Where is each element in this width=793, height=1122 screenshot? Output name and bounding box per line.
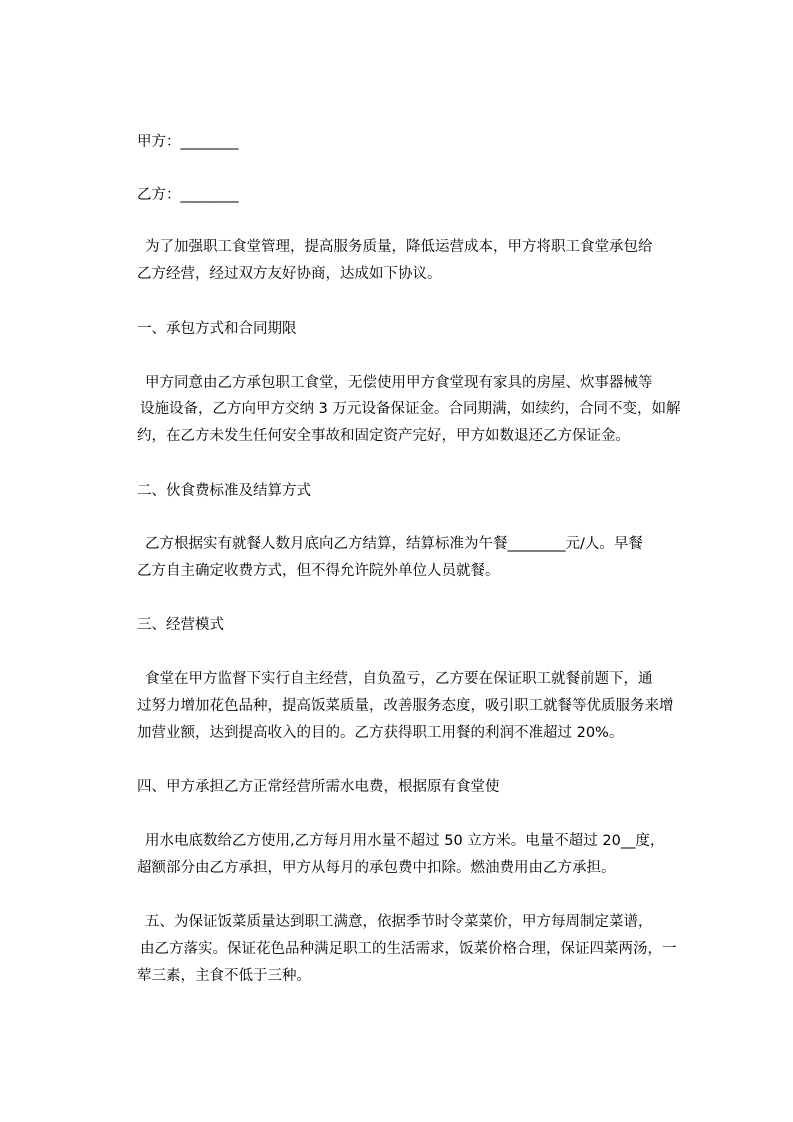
section-4-line: 用水电底数给乙方使用,乙方每月用水量不超过 50 立方米。电量不超过 20__度， (145, 833, 665, 849)
section-4-heading: 四、甲方承担乙方正常经营所需水电费，根据原有食堂使 (137, 779, 500, 795)
party-a-line: 甲方：________ (137, 134, 239, 150)
intro-line: 为了加强职工食堂管理，提高服务质量，降低运营成本，甲方将职工食堂承包给 (145, 239, 653, 255)
section-3-line: 食堂在甲方监督下实行自主经营，自负盈亏，乙方要在保证职工就餐前题下，通 (145, 671, 653, 687)
section-4-line: 超额部分由乙方承担，甲方从每月的承包费中扣除。燃油费用由乙方承担。 (137, 860, 616, 876)
section-1-line: 约，在乙方未发生任何安全事故和固定资产完好，甲方如数退还乙方保证金。 (137, 428, 630, 444)
intro-line: 乙方经营，经过双方友好协商，达成如下协议。 (137, 266, 442, 282)
section-1-heading: 一、承包方式和合同期限 (137, 321, 297, 337)
party-b-line: 乙方：________ (137, 187, 239, 203)
section-1-line: 甲方同意由乙方承包职工食堂，无偿使用甲方食堂现有家具的房屋、炊事器械等 (145, 375, 653, 391)
section-3-line: 加营业额，达到提高收入的目的。乙方获得职工用餐的利润不准超过 20%。 (137, 725, 624, 741)
section-5-line: 荤三素，主食不低于三种。 (137, 968, 311, 984)
section-2-line: 乙方自主确定收费方式，但不得允许院外单位人员就餐。 (137, 563, 500, 579)
section-5-line: 由乙方落实。保证花色品种满足职工的生活需求，饭菜价格合理，保证四菜两汤，一 (140, 941, 677, 957)
section-2-heading: 二、伙食费标准及结算方式 (137, 483, 311, 499)
section-3-heading: 三、经营模式 (137, 617, 224, 633)
section-3-line: 过努力增加花色品种，提高饭菜质量，改善服务态度，吸引职工就餐等优质服务来增 (137, 698, 674, 714)
section-1-line: 设施设备，乙方向甲方交纳 3 万元设备保证金。合同期满，如续约，合同不变，如解 (140, 401, 681, 417)
section-5-line: 五、为保证饭菜质量达到职工满意，依据季节时令菜菜价，甲方每周制定菜谱， (145, 914, 653, 930)
section-2-line: 乙方根据实有就餐人数月底向乙方结算，结算标准为午餐________元/人。早餐 (145, 536, 643, 552)
